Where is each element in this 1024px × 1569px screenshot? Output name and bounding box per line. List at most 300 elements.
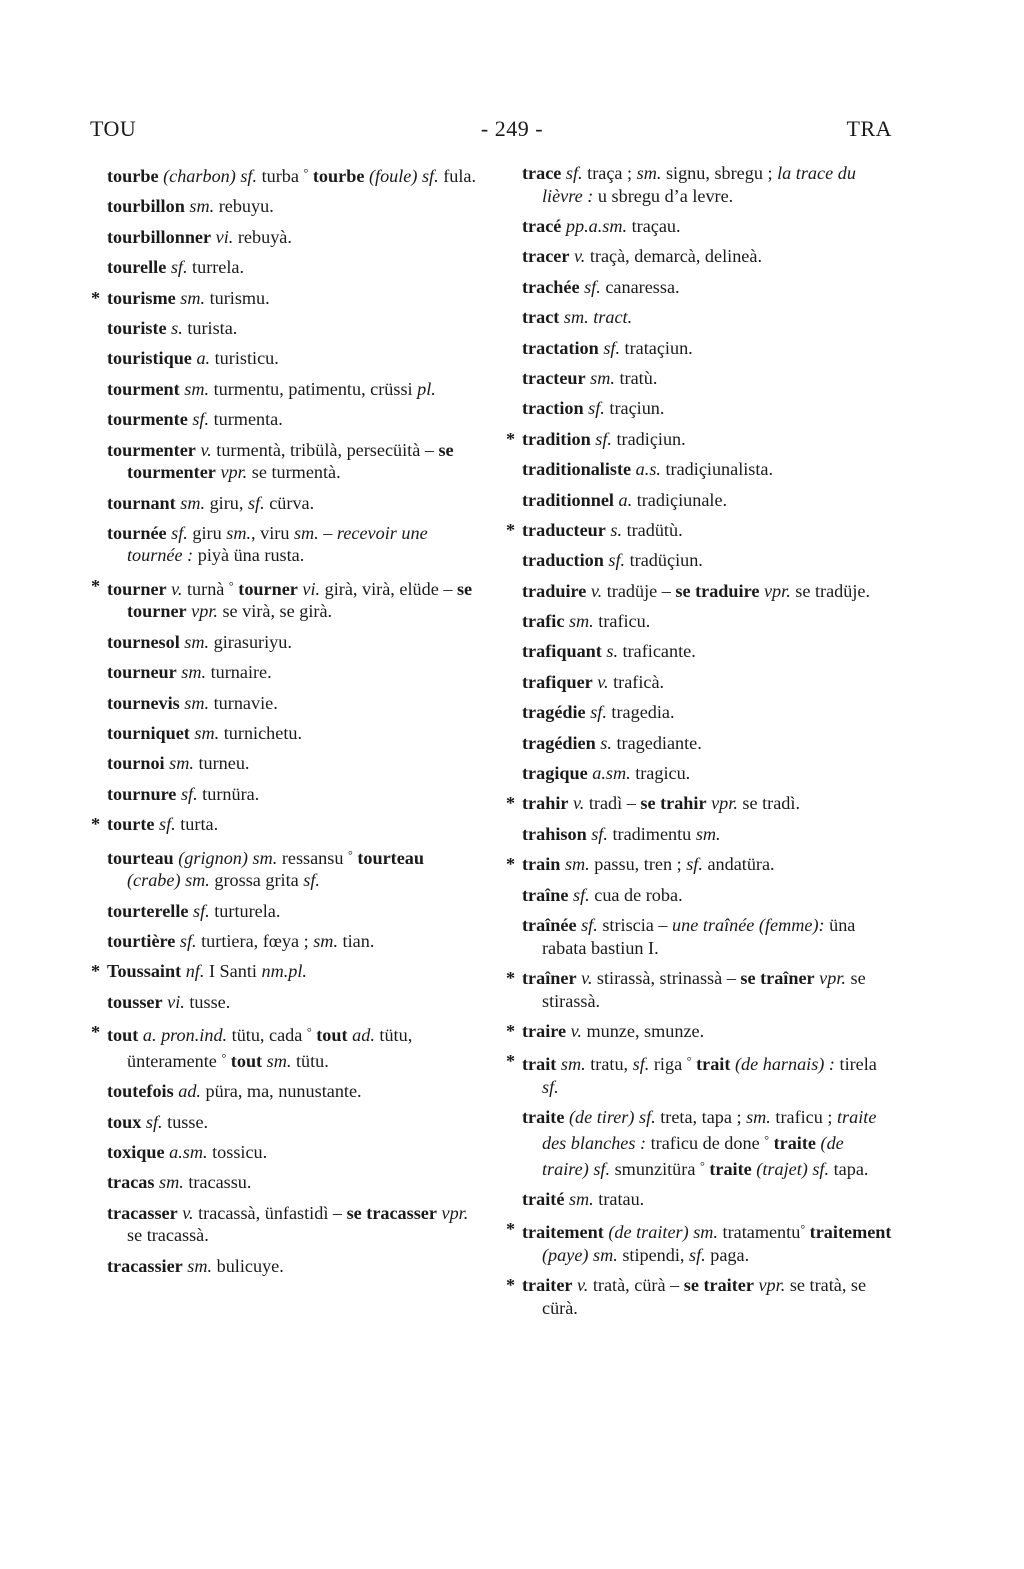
dictionary-entry	[522, 701, 894, 724]
dictionary-entry	[107, 195, 477, 218]
grammar-label: s.	[610, 519, 623, 540]
headword: traducteur	[522, 519, 606, 540]
headword: tourniquet	[107, 723, 190, 744]
headword: tourterelle	[107, 900, 189, 921]
grammar-label: (de traiter)	[608, 1222, 689, 1243]
translation-text: traçau.	[627, 215, 681, 236]
dictionary-entry	[506, 1274, 894, 1319]
headword: tout	[311, 1025, 348, 1046]
dictionary-entry	[91, 287, 477, 310]
translation-text: bulicuye.	[212, 1255, 284, 1276]
headword: toxique	[107, 1141, 165, 1162]
grammar-label: sm.	[313, 930, 338, 951]
grammar-label: sf.	[593, 1158, 611, 1179]
grammar-label: sf.	[247, 492, 265, 513]
translation-text: turrela.	[187, 257, 245, 278]
dictionary-entry	[522, 610, 894, 633]
grammar-label: ad.	[352, 1025, 375, 1046]
grammar-label: vi.	[215, 226, 234, 247]
homograph-separator: °	[228, 578, 234, 593]
headword: train	[522, 854, 561, 875]
grammar-label: vpr.	[220, 462, 248, 483]
headword: tourbe	[308, 166, 365, 186]
dictionary-entry	[107, 256, 477, 279]
headword: trafiquant	[522, 641, 602, 662]
translation-text: traficante.	[618, 641, 696, 662]
grammar-label: sm.	[564, 854, 590, 875]
dictionary-entry	[107, 900, 477, 923]
translation-text: smunzitüra	[610, 1158, 700, 1179]
dictionary-entry	[107, 930, 477, 953]
translation-text: tapa.	[829, 1158, 869, 1179]
headword: tractation	[522, 337, 599, 358]
grammar-label: la trace du lièvre :	[542, 163, 856, 206]
dictionary-entry	[522, 397, 894, 420]
headword: traîner	[522, 967, 577, 988]
dictionary-entry	[107, 631, 477, 654]
grammar-label: sm.	[563, 307, 589, 328]
translation-text: tragedia.	[606, 702, 675, 723]
grammar-label: sm.	[180, 492, 206, 513]
grammar-label: a.	[618, 489, 633, 510]
headword: tournée	[107, 522, 167, 543]
headword: trahir	[522, 793, 569, 814]
grammar-label: sf.	[590, 702, 607, 723]
headword: tourmenter	[107, 439, 196, 460]
dictionary-entry	[91, 1021, 477, 1072]
translation-text: turmenta.	[209, 409, 283, 430]
grammar-label: (de tirer)	[568, 1107, 635, 1128]
dictionary-entry	[107, 991, 477, 1014]
homograph-separator: °	[221, 1050, 227, 1065]
grammar-label: sf.	[170, 257, 188, 278]
homograph-separator: °	[764, 1132, 770, 1147]
headword: tourner	[233, 578, 298, 599]
page-number: - 249 -	[480, 116, 544, 141]
headword: tournesol	[107, 631, 180, 652]
new-word-marker: *	[506, 854, 516, 875]
grammar-label: (foule) sf.	[368, 166, 439, 186]
translation-text: turtiera, fœya ;	[196, 930, 314, 951]
translation-text: treta, tapa ;	[655, 1107, 747, 1128]
headword: tourte	[107, 814, 155, 835]
headword: trahison	[522, 823, 587, 844]
dictionary-entry	[522, 762, 894, 785]
translation-text: se tradüje.	[790, 580, 871, 601]
new-word-marker: *	[506, 967, 516, 988]
translation-text: girà, virà, elüde –	[320, 578, 457, 599]
headword: traditionnel	[522, 489, 614, 510]
grammar-label: sm.	[746, 1107, 771, 1128]
headword: tourtière	[107, 930, 176, 951]
grammar-label: sm.	[184, 631, 210, 652]
grammar-label: v.	[581, 967, 593, 988]
grammar-label: sm.	[636, 163, 662, 183]
new-word-marker: *	[506, 428, 516, 449]
translation-text: ressansu	[277, 847, 348, 868]
grammar-label: vpr.	[441, 1202, 469, 1223]
translation-text: girasuriyu.	[209, 631, 292, 652]
translation-text: tusse.	[184, 991, 231, 1012]
translation-text: turnüra.	[197, 783, 260, 804]
headword: tourneur	[107, 662, 177, 683]
grammar-label: sf.	[180, 783, 198, 804]
headword: toux	[107, 1111, 142, 1132]
headword: trafiquer	[522, 671, 593, 692]
dictionary-entry	[107, 347, 477, 370]
translation-text: turmentu, patimentu, crüssi	[209, 378, 418, 399]
homograph-separator: °	[699, 1158, 705, 1173]
translation-text: cua de roba.	[589, 884, 683, 905]
translation-text: riga	[649, 1054, 687, 1075]
grammar-label: vi.	[302, 578, 321, 599]
grammar-label: v.	[570, 1020, 582, 1041]
grammar-label: s.	[600, 732, 612, 753]
dictionary-entry	[107, 1255, 477, 1278]
translation-text: turneu.	[193, 753, 250, 774]
dictionary-entry	[107, 722, 477, 745]
right-column	[506, 162, 894, 1327]
headword: tout	[226, 1050, 263, 1071]
grammar-label: a.s.	[635, 459, 661, 480]
grammar-label: sm.	[695, 823, 721, 844]
grammar-label: (de harnais) :	[734, 1054, 835, 1075]
translation-text: tirela	[834, 1054, 877, 1075]
translation-text: se tratà, se cürà.	[542, 1275, 867, 1318]
grammar-label: sm.	[184, 378, 210, 399]
headword: traduction	[522, 550, 604, 571]
grammar-label: traite des blanches :	[542, 1107, 877, 1153]
dictionary-entry	[522, 580, 894, 603]
grammar-label: sm.	[593, 1244, 618, 1265]
headword: tout	[107, 1025, 139, 1046]
grammar-label: sm.	[159, 1172, 184, 1193]
headword: trait	[691, 1054, 731, 1075]
headword: se traduire	[675, 580, 760, 601]
translation-text: se stirassà.	[542, 967, 866, 1011]
translation-text: traçà, demarcà, delineà.	[585, 246, 762, 267]
grammar-label: pp.a.sm.	[565, 215, 628, 236]
grammar-label: sf.	[159, 814, 176, 835]
headword: se traîner	[740, 967, 815, 988]
translation-text: püra, ma, nunustante.	[200, 1081, 362, 1102]
dictionary-entry	[522, 1188, 894, 1211]
dictionary-entry	[107, 162, 477, 188]
translation-text: , viru	[251, 522, 294, 543]
grammar-label: sf.	[686, 854, 703, 875]
translation-text: turisticu.	[210, 348, 279, 369]
translation-text: grossa grita	[209, 870, 304, 891]
translation-text: tratà, cürà –	[588, 1275, 684, 1296]
translation-text: traçiun.	[604, 398, 665, 419]
dictionary-entry	[522, 640, 894, 663]
grammar-label: sm.	[189, 196, 215, 217]
grammar-label: sm.	[693, 1222, 718, 1243]
dictionary-entry	[91, 813, 477, 836]
translation-text: rebuyu.	[214, 196, 274, 217]
grammar-label: sf.	[145, 1111, 163, 1132]
translation-text: tratù.	[614, 367, 658, 388]
translation-text: tragicu.	[630, 763, 691, 784]
grammar-label: sf.	[565, 163, 583, 183]
grammar-label: vpr.	[758, 1275, 786, 1296]
headword: traite	[769, 1132, 816, 1153]
headword: trachée	[522, 276, 580, 297]
grammar-label: sf.	[573, 884, 590, 905]
grammar-label: pl.	[417, 378, 436, 399]
grammar-label: sm.	[568, 1188, 594, 1209]
dictionary-entry	[107, 661, 477, 684]
headword: tracer	[522, 246, 570, 267]
dictionary-entry	[522, 884, 894, 907]
grammar-label: vpr.	[763, 580, 791, 601]
dictionary-entry	[107, 492, 477, 515]
running-head-right: TRA	[846, 116, 892, 141]
dictionary-entry	[107, 317, 477, 340]
dictionary-entry	[506, 967, 894, 1012]
grammar-label: v.	[597, 671, 609, 692]
translation-text: tradì –	[584, 793, 641, 814]
grammar-label: (grignon)	[178, 847, 248, 868]
headword: traitement	[805, 1222, 892, 1243]
grammar-label: sf.	[632, 1054, 650, 1075]
translation-text: traficu.	[593, 611, 651, 632]
headword: traînée	[522, 914, 577, 935]
new-word-marker: *	[91, 287, 101, 308]
grammar-label: a.	[196, 348, 211, 369]
translation-text: traficu ;	[770, 1107, 837, 1128]
translation-text: üna rabata bastiun I.	[542, 914, 856, 958]
homograph-separator: °	[800, 1222, 806, 1237]
grammar-label: sf.	[584, 276, 601, 297]
grammar-label: sf.	[542, 1076, 559, 1097]
translation-text: tragediante.	[611, 732, 702, 753]
grammar-label: v.	[577, 1275, 589, 1296]
grammar-label: sf.	[591, 823, 608, 844]
grammar-label: sf.	[581, 914, 598, 935]
dictionary-entry	[506, 1218, 894, 1266]
dictionary-entry	[522, 306, 894, 329]
headword: trafic	[522, 611, 565, 632]
headword: trace	[522, 163, 562, 183]
headword: tousser	[107, 991, 163, 1012]
dictionary-entry	[107, 783, 477, 806]
homograph-separator: °	[306, 1025, 312, 1040]
translation-text: tradütù.	[622, 519, 683, 540]
translation-text: tratu,	[585, 1054, 633, 1075]
translation-text: passu, tren ;	[589, 854, 687, 875]
translation-text: cürva.	[264, 492, 315, 513]
grammar-label: vpr.	[191, 601, 218, 622]
dictionary-entry	[506, 519, 894, 542]
running-head-left: TOU	[90, 116, 137, 141]
grammar-label: sf.	[608, 550, 626, 571]
headword: traction	[522, 398, 584, 419]
translation-text: turismu.	[205, 287, 270, 308]
grammar-label: s.	[606, 641, 618, 662]
new-word-marker: *	[506, 1275, 516, 1296]
translation-text: tossicu.	[207, 1141, 268, 1162]
translation-text: piyà üna rusta.	[193, 545, 305, 566]
dictionary-entry	[522, 337, 894, 360]
headword: traditionaliste	[522, 459, 632, 480]
headword: se tracasser	[346, 1202, 437, 1223]
new-word-marker: *	[506, 793, 516, 814]
grammar-label: recevoir une tournée :	[127, 522, 428, 566]
new-word-marker: *	[506, 1020, 516, 1041]
translation-text: tütu.	[291, 1050, 329, 1071]
translation-text: tradiçiunale.	[632, 489, 728, 510]
grammar-label: sf.	[179, 930, 197, 951]
headword: touriste	[107, 317, 167, 338]
headword: tragédie	[522, 702, 586, 723]
translation-text: se tracassà.	[127, 1225, 209, 1246]
new-word-marker: *	[506, 1219, 516, 1240]
dictionary-entry	[107, 226, 477, 249]
dictionary-entry	[107, 408, 477, 431]
translation-text: u sbregu d’a levre.	[593, 185, 734, 206]
translation-text: traficu de done	[646, 1132, 765, 1153]
translation-text: striscia –	[597, 914, 673, 935]
grammar-label: v.	[182, 1202, 194, 1223]
headword: tournure	[107, 783, 177, 804]
new-word-marker: *	[91, 575, 101, 596]
headword: tourisme	[107, 287, 176, 308]
dictionary-entry	[522, 732, 894, 755]
dictionary-entry	[107, 1111, 477, 1134]
dictionary-entry	[522, 671, 894, 694]
grammar-label: sf.	[812, 1158, 830, 1179]
headword: tourbillonner	[107, 226, 212, 247]
headword: tourbe	[107, 166, 159, 186]
translation-text: tradiçiunalista.	[660, 459, 774, 480]
translation-text: tracassà, ünfastidì –	[193, 1202, 347, 1223]
translation-text: turturela.	[209, 900, 281, 921]
headword: traduire	[522, 580, 587, 601]
translation-text: tian.	[338, 930, 375, 951]
grammar-label: s.	[171, 317, 183, 338]
dictionary-entry	[522, 162, 894, 207]
grammar-label: sm.	[184, 692, 210, 713]
grammar-label: (charbon)	[158, 166, 241, 186]
headword: tourelle	[107, 257, 167, 278]
translation-text: se tradì.	[737, 793, 800, 814]
grammar-label: sm.	[266, 1050, 292, 1071]
translation-text: tracassu.	[183, 1172, 252, 1193]
headword: tradition	[522, 428, 591, 449]
translation-text: signu, sbregu ;	[661, 163, 778, 183]
translation-text: canaressa.	[600, 276, 680, 297]
headword: traitement	[522, 1222, 604, 1243]
headword: tourner	[107, 578, 167, 599]
translation-text: turnichetu.	[219, 723, 303, 744]
headword: tracteur	[522, 367, 586, 388]
grammar-label: sm.	[560, 1054, 586, 1075]
dictionary-entry	[107, 752, 477, 775]
headword: tourmente	[107, 409, 188, 430]
grammar-label: sf.	[192, 409, 210, 430]
translation-text: I Santi	[204, 961, 262, 982]
translation-text: giru	[187, 522, 227, 543]
grammar-label: tract.	[593, 307, 633, 328]
headword: tracé	[522, 215, 562, 236]
new-word-marker: *	[91, 814, 101, 835]
grammar-label: (de traire)	[542, 1132, 844, 1179]
homograph-separator: °	[303, 166, 309, 180]
dictionary-entry	[506, 428, 894, 451]
grammar-label: sm.	[180, 287, 206, 308]
headword: tourteau	[107, 847, 174, 868]
new-word-marker: *	[506, 1051, 516, 1072]
translation-text: turta.	[175, 814, 219, 835]
headword: tracassier	[107, 1255, 183, 1276]
homograph-separator: °	[686, 1054, 692, 1069]
grammar-label: (trajet)	[756, 1158, 808, 1179]
dictionary-entry	[522, 914, 894, 959]
grammar-label: a. pron.ind.	[142, 1025, 228, 1046]
grammar-label: sm.	[187, 1255, 213, 1276]
dictionary-entry	[107, 378, 477, 401]
grammar-label: sm.	[590, 367, 615, 388]
grammar-label: v.	[574, 246, 586, 267]
translation-text: turista.	[182, 317, 238, 338]
grammar-label: sf.	[639, 1107, 656, 1128]
grammar-label: vi.	[167, 991, 185, 1012]
grammar-label: v.	[171, 578, 183, 599]
grammar-label: sm.	[181, 662, 207, 683]
translation-text: stipendi,	[617, 1244, 689, 1265]
headword: tracas	[107, 1172, 155, 1193]
grammar-label: v.	[573, 793, 585, 814]
translation-text: trataçiun.	[620, 337, 693, 358]
translation-text: giru,	[205, 492, 248, 513]
grammar-label: (crabe)	[127, 870, 181, 891]
grammar-label: une traînée (femme):	[672, 914, 825, 935]
dictionary-entry	[107, 439, 477, 484]
dictionary-entry	[107, 1080, 477, 1103]
headword: touristique	[107, 348, 192, 369]
translation-text: tütu, ünteramente	[127, 1025, 413, 1071]
new-word-marker: *	[91, 1022, 101, 1043]
dictionary-entry	[107, 1171, 477, 1194]
grammar-label: sm.	[293, 522, 319, 543]
translation-text: rebuyà.	[233, 226, 292, 247]
translation-text: fula.	[438, 166, 477, 186]
headword: traite	[704, 1158, 752, 1179]
headword: tournevis	[107, 692, 180, 713]
translation-text: tradüçiun.	[625, 550, 703, 571]
headword: Toussaint	[107, 961, 182, 982]
headword: se tourner	[127, 578, 473, 622]
dictionary-entry	[522, 489, 894, 512]
dictionary-entry	[522, 245, 894, 268]
homograph-separator: °	[347, 847, 353, 862]
grammar-label: (paye)	[542, 1244, 589, 1265]
grammar-label: sf.	[171, 522, 188, 543]
headword: se tourmenter	[127, 439, 454, 483]
grammar-label: sf.	[595, 428, 612, 449]
headword: tourment	[107, 378, 180, 399]
grammar-label: v.	[200, 439, 212, 460]
translation-text: se turmentà.	[247, 462, 341, 483]
grammar-label: sf.	[303, 870, 320, 891]
dictionary-entry	[91, 575, 477, 623]
grammar-label: vpr.	[819, 967, 846, 988]
headword: se trahir	[640, 793, 707, 814]
headword: tourteau	[352, 847, 425, 868]
headword: traîne	[522, 884, 569, 905]
grammar-label: sm.	[185, 870, 210, 891]
